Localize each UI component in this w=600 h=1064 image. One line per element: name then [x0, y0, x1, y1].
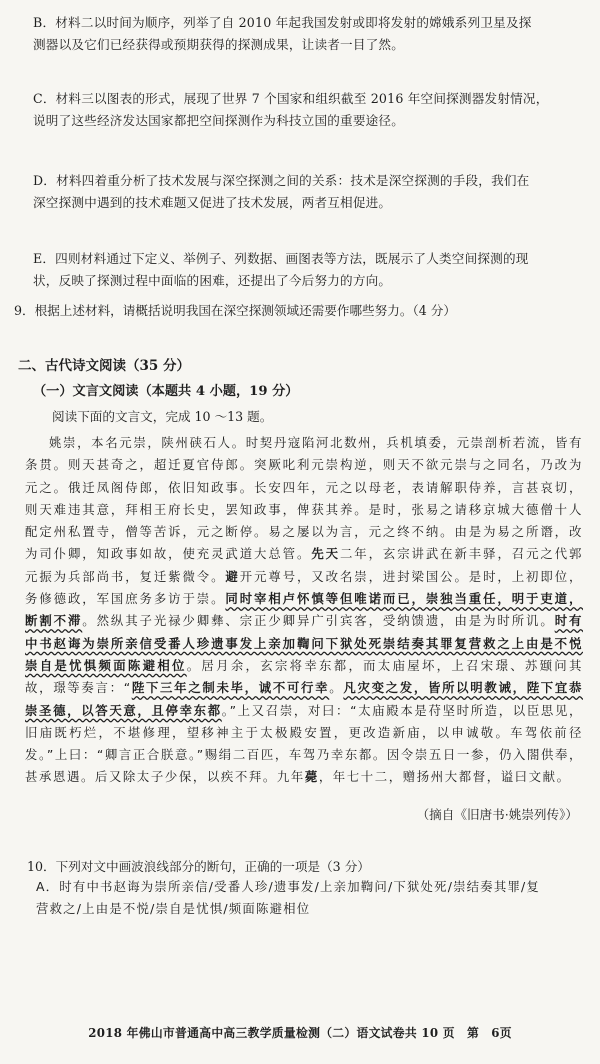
classical-passage: [25, 432, 583, 789]
reading-instruction: 阅读下面的文言文，完成 10 ～13 题。: [52, 409, 273, 424]
passage-text: 。”上又召崇，对曰：“太庙殿本是苻坚时所造，以臣思见，旧庙既朽烂，不堪修理，望移神主于太极殿安置，更改造新庙，以申诚敬。车驾依前径发。”上曰：“卿言正合朕意。”赐绢二百匹，车驾乃幸东都。因令崇五日一参，仍入閤供奉，甚承恩遇。后又除太子少保，以疾不拜。九年: [25, 702, 583, 785]
option-b-line1: B．材料二以时间为顺序，列举了自 2010 年起我国发射或即将发射的嫦娥系列卫星及探: [33, 15, 532, 30]
passage-text: 二年，玄宗讲武在新丰驿，召元之代郭元振为兵部尚书，复迁紫微令。: [25, 546, 584, 584]
passage-text: 。: [329, 680, 344, 696]
passage-source: （摘自《旧唐书·姚崇列传》）: [416, 807, 578, 822]
option-d-line2: 深空探测中遇到的技术难题又促进了技术发展，两者互相促进。: [33, 195, 392, 210]
wavy-underline-sentence: 时有中书赵诲为崇所亲信受番人珍遗事发上亲加鞫问下狱处死崇结奏其罪复营救之上由是不悦崇自是忧惧频面陈避相位: [25, 613, 583, 673]
option-e-line1: E．四则材料通过下定义、举例子、列数据、画图表等方法，既展示了人类空间探测的现: [33, 251, 529, 266]
question-10-stem: 10．下列对文中画波浪线部分的断句，正确的一项是（3 分）: [27, 859, 370, 874]
passage-bold: 薨: [304, 769, 319, 785]
passage-text: ，年七十二，赠扬州大都督，谥曰文献。: [318, 769, 571, 785]
option-c-line2: 说明了这些经济发达国家都把空间探测作为科技立国的重要途径。: [33, 113, 405, 128]
section-title: 二、古代诗文阅读（35 分）: [18, 358, 190, 374]
wavy-underline-sentence: 同时宰相卢怀慎等但唯诺而已，崇独当重任，明于吏道，断割不滞: [25, 591, 583, 629]
option-d-line1: D．材料四着重分析了技术发展与深空探测之间的关系：技术是深空探测的手段，我们在: [33, 173, 530, 188]
option-c: [33, 88, 581, 132]
option-b-line2: 测器以及它们已经获得或预期获得的探测成果，让读者一目了然。: [33, 37, 405, 52]
question-10-option-a: [36, 876, 584, 920]
wavy-underline-sentence: 凡灾变之发，皆所以明教诫，陛下宜恭崇圣德，以答天意，且停幸东都: [25, 680, 583, 718]
passage-bold: 避: [225, 568, 240, 584]
passage-text: 。居月余，玄宗将幸东都，而太庙屋坏，上召宋璟、苏颋问其故，璟等奏言：“: [25, 657, 583, 696]
option-c-line1: C．材料三以图表的形式，展现了世界 7 个国家和组织截至 2016 年空间探测器发射情况，: [33, 91, 549, 106]
passage-text: 姚崇，本名元崇，陕州硖石人。时契丹寇陷河北数州，兵机填委，元崇剖析若流，皆有条贯。则天甚奇之，超迁夏官侍郎。突厥叱利元崇构逆，则天不欲元崇与之同名，乃改为元之。俄迁凤阁侍郎，依旧知政事。长安四年，元之以母老，表请解职侍养，言甚哀切，则天难违其意，拜相王府长史，罢知政事，俾获其养。是时，张易之请移京城大德僧十人配定州私置寺，僧等苦诉，元之断停。易之屡以为言，元之终不纳。由是为易之所谮，改为司仆卿，知政事如故，使充灵武道大总管。: [25, 435, 583, 562]
option-e: [33, 248, 581, 292]
passage-bold: 先天: [311, 546, 340, 562]
question-9: 9．根据上述材料，请概括说明我国在深空探测领域还需要作哪些努力。（4 分）: [14, 303, 456, 318]
page-footer: 2018 年佛山市普通高中高三教学质量检测（二）语文试卷共 10 页 第 6页: [88, 1026, 512, 1040]
option-d: [33, 170, 581, 214]
wavy-underline-sentence: 陛下三年之制未毕，诚不可行幸: [131, 680, 330, 696]
option-a-line1: A．时有中书赵诲为崇所亲信/受番人珍/遗事发/上亲加鞫问/下狱处死/崇结奏其罪/复: [36, 879, 541, 894]
option-a-line2: 营救之/上由是不悦/崇自是忧惧/频面陈避相位: [36, 901, 311, 916]
passage-text: 开元尊号，又改名崇，进封梁国公。是时，上初即位，务修德政，军国庶务多访于崇。: [25, 568, 583, 607]
option-e-line2: 状，反映了探测过程中面临的困难，还提出了今后努力的方向。: [33, 273, 392, 288]
passage-text: 。然纵其子光禄少卿彝、宗正少卿异广引宾客，受纳馈遗，由是为时所讥。: [82, 613, 555, 629]
subsection-title: （一）文言文阅读（本题共 4 小题，19 分）: [33, 384, 299, 399]
option-b: [33, 12, 581, 56]
